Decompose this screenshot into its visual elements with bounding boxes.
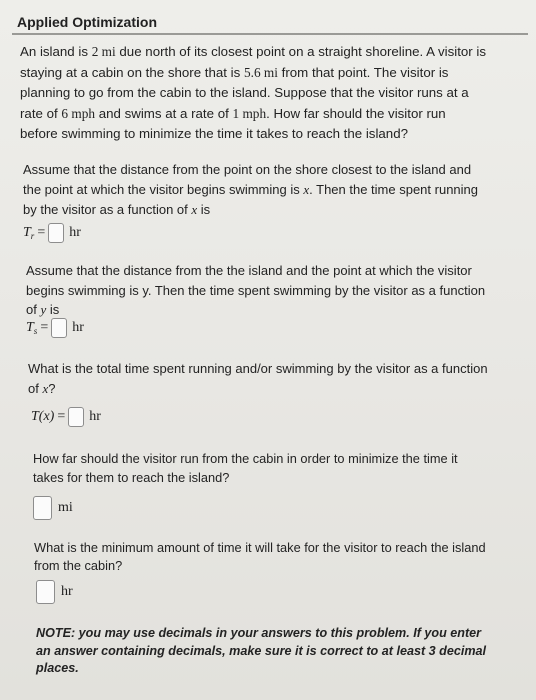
question-run-distance: How far should the visitor run from the cabin in order to minimize the time it takes for them to reach the island? [33,451,458,485]
answer-row-distance [33,496,73,520]
question-total-time: What is the total time spent running and/or swimming by the visitor as a function of x? [28,361,488,396]
miles-unit: mi [58,500,73,515]
distance-answer-input[interactable] [33,496,52,520]
tx-label: T(x) [31,409,55,424]
hours-unit: hr [69,225,81,240]
answer-row-running: $T_r$ = hr [23,225,81,241]
decimal-note: NOTE: you may use decimals in your answers to this problem. If you enter an answer containing decimals, make sure it is correct to at least 3 decimal places. [36,626,487,675]
answer-row-swimming: $T_s$ = hr [26,320,84,336]
hours-unit: hr [89,409,101,424]
hours-unit: hr [72,320,84,335]
question-minimum-time: What is the minimum amount of time it will take for the visitor to reach the island from the cabin? [34,540,486,573]
question-swimming-time: Assume that the distance from the the island and the point at which the visitor begins swimming is y. Then the time spent swimming by the visitor as a function of y is [26,263,486,317]
answer-row-total: T(x) = hr [31,407,101,427]
ts-answer-input[interactable] [51,318,67,338]
tr-answer-input[interactable] [48,223,64,243]
problem-statement: An island is 2 mi due north of its closest point on a straight shoreline. A visitor is staying at a cabin on the shore that is 5.6 mi from that point. The visitor is planning to go from the cabin to the island. Suppose that the visitor runs at a rate of 6 mph and swims at a rate of 1 mph. How far should the visitor run before swimming to minimize the time it takes to reach the island? [20,44,487,141]
page-title: Applied Optimization [17,14,157,30]
min-time-answer-input[interactable] [36,580,55,604]
title-divider [12,33,528,35]
tx-answer-input[interactable] [68,407,84,427]
ts-label: $T_s$ [26,320,38,336]
tr-label: $T_r$ [23,225,35,241]
question-running-time: Assume that the distance from the point on the shore closest to the island and the point at which the visitor begins swimming is x. Then the time spent running by the visitor as a function of x is [23,162,479,217]
answer-row-min-time [36,580,73,604]
hours-unit: hr [61,584,73,599]
